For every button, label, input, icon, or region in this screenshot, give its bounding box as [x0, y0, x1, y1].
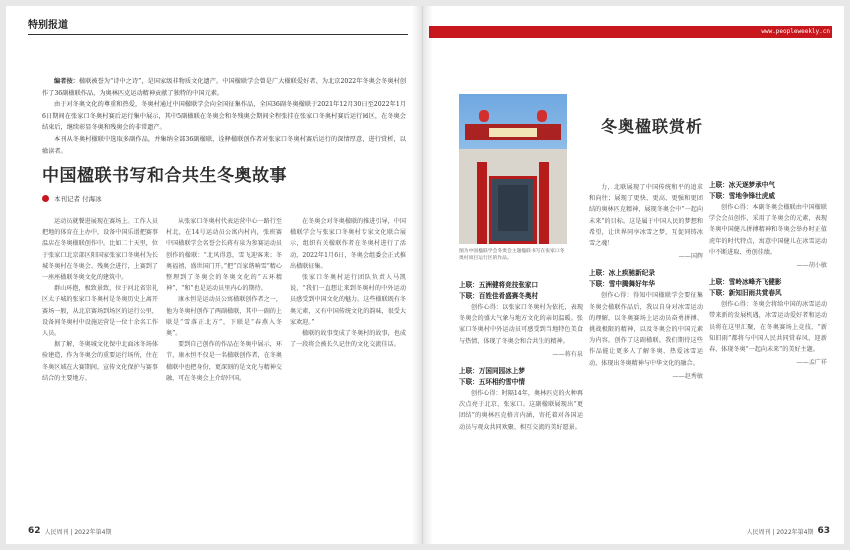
couplet-lower: 下联：雪地争锋壮虎威	[709, 192, 775, 200]
couplet-banner-left	[477, 162, 487, 244]
body-column	[42, 216, 158, 520]
couplet-commentary: 力，北联展现了中国传统和平的追求和向往；展现了更快、更高、更强和更团结的奥林匹克精神，展现冬奥会中“一起向未来”的目标。这是属于中国人民的梦想和希望，让世界同享冰雪之梦，互促同铸冰雪之魂！	[589, 184, 703, 248]
couplet-author: ——蒋有泉	[552, 350, 583, 358]
editor-note	[42, 76, 406, 157]
gutter-shadow	[423, 6, 433, 544]
header-rule	[28, 34, 408, 35]
feature-title: 冬奥楹联赏析	[601, 117, 704, 136]
right-page	[423, 6, 844, 544]
photo-door	[489, 176, 537, 244]
gutter-shadow	[412, 6, 422, 544]
couplet-upper: 上联：万国同园冰上梦	[459, 367, 525, 376]
couplet-upper: 上联：五洲健将竞技张家口	[459, 281, 539, 289]
couplet-author: ——赵秀敏	[672, 372, 703, 380]
couplet-author: ——国辉	[678, 253, 703, 261]
couplet-commentary: 创作心得：冬奥会将给中国的冰雪运动带来新的发展机遇，冰雪运动爱好者和运动员将在这里汇聚，在冬奥赛场上竞技，“新知旧雨”都将与中国人民共同赏春风、迎新春，体现冬奥“一起向未来”的美好主题。	[709, 301, 827, 354]
couplet-upper: 上联：雪岭冰峰齐飞健影	[709, 278, 782, 287]
photo-door-glass	[498, 185, 528, 231]
article-photo	[459, 94, 567, 244]
byline-text: 本刊记者 付海冰	[54, 195, 102, 203]
couplet-upper: 上联：冰上疾驰新纪录	[589, 269, 655, 278]
magazine-spread	[6, 6, 844, 544]
editor-note-paragraph: 楹联被誉为“诗中之诗”，是国家级非物质文化遗产。中国楹联学会曾是广大楹联爱好者、为北京2022年冬奥会冬奥村创作了36副楹联作品，为奥林匹克运动精神贡献了独特的中国元素。	[42, 78, 407, 97]
couplet-lower: 下联：雪中腾舞好年华	[589, 280, 655, 289]
editor-note-lead: 编者按：	[54, 78, 79, 85]
folio-text: 人民周刊 | 2022年第4期	[44, 528, 112, 536]
body-paragraph: 楹联的故事变成了冬奥村的故事，也成了一段将会被长久记住的文化交流佳话。	[290, 330, 406, 349]
editor-note-paragraph: 本刊从冬奥村楹联中选取多副作品，并集纳全部36副楹联，诠释楹联创作者对张家口冬奥村赛后运行的深情厚意，进行赏析，以飨读者。	[42, 135, 406, 155]
couplet-commentary: 创作心得：时隔14年，奥林匹克的火种再次点亮于北京、张家口。这副楹联展现出“更团结”的奥林匹克格言内涵，寄托着对各国运动员与观众共同欢聚、相互交流的美好愿景。	[459, 390, 583, 431]
body-paragraph: 运动员就餐进展现在赛场上。工作人员把地的体育在上办中，设备中国乐谱把赛事温店在冬奥楹联创作中。比如二十天里，位于张家口北京部区阳国家张家口冬奥村为长城冬奥村在冬奥会、残奥会进行，上赛到了一座座楹联冬奥文化的建筑中。	[42, 218, 158, 282]
couplet-author: ——孟广祥	[796, 359, 827, 367]
couplet-commentary: 创作心得：以张家口冬奥村为依托，表现冬奥会的盛大气象与地方文化的亲切温暖。张家口冬奥村中外运动员可感受到当地特色美食与热情，体现了冬奥会和合共生的精神。	[459, 304, 583, 345]
lantern-icon	[479, 110, 489, 122]
couplet-lower: 下联：百姓佳肴盛赛冬奥村	[459, 292, 539, 300]
couplet-commentary: 创作心得：得知中国楹联学会要征集冬奥会楹联作品后，我以自身对冰雪运动的理解，以冬奥赛场上运动员奋勇拼搏、挑战极限的精神，以及冬奥会的中国元素为内容，创作了这副楹联。我们期待这些作品能让更多人了解冬奥、热爱冰雪运动，体现出冬奥精神与中华文化的融合。	[589, 292, 703, 367]
page-folio	[747, 526, 830, 536]
page-folio	[28, 526, 111, 536]
site-url: www.peopleweekly.cn	[761, 28, 830, 35]
photo-caption: 图为中国楹联学会冬奥会主题楹联书写在张家口冬奥村项目运行区的作品。	[459, 249, 565, 262]
article-title: 中国楹联书写和合共生冬奥故事	[42, 166, 287, 186]
body-paragraph: 在冬奥会对冬奥楹联的推进引导，中国楹联学会与张家口冬奥村专家文化联合展示，组织有关楹联作者在冬奥村进行了活动，2022年1月6日，冬奥会组委会正式推出楹联征集。	[290, 218, 406, 270]
body-paragraph: 据了解，冬奥城文化保中北面冰冬场体验建造，作为冬奥会的重要运行场所，住在冬奥区域在大赛期间，宣传文化保护与赛事结合的主要地方。	[42, 341, 158, 382]
page-number: 63	[817, 526, 830, 536]
body-paragraph: 从张家口冬奥村代表运营中心一路行至村北，在14号运动员公寓内村内，张班赛中国楹联学会名誉会长蒋有泉为参赛运动员创作的楹联：“北风得意，雪飞迎客来；冬奥福禧，盛世国门开。”把“百家谐响雪”精心整理到了冬奥会的冬奥文化的“五环精神”，“和”也是运动员里内心的期待。	[166, 218, 282, 293]
folio-text: 人民周刊 | 2022年第4期	[746, 528, 814, 536]
section-heading: 特别报道	[28, 20, 68, 31]
body-column	[290, 216, 406, 520]
lantern-icon	[537, 110, 547, 122]
byline	[42, 194, 102, 203]
page-number: 62	[28, 526, 41, 536]
couplet-commentary: 创作心得：本副冬奥会楹联由中国楹联学会会员创作，采用了冬奥会的元素，表现冬奥中国健儿拼搏精神和冬奥会举办时正值虎年的时代特点，寓意中国健儿在冰雪运动中不断进取、勇创佳绩。	[709, 204, 827, 256]
body-paragraph: 康永恒是运动员公寓楹联创作者之一，他为冬奥村创作了两副楹联，其中一副的上联是“雪落正北方”，下联是“春燕入冬奥”。	[166, 296, 282, 338]
editor-note-paragraph: 由于对冬奥文化的尊重和热爱，冬奥村通过中国楹联学会向全国征集作品，全国36副冬奥楹联于2021年12月30日至2022年1月6日期间在张家口冬奥村赛后运行集中展示，其中5副楹联在冬奥会和冬残奥会期间全程张挂在张家口冬奥村赛后运行园区，在冬奥会结束后，继续彰显冬奥和残奥会的非常遗产。	[42, 101, 406, 132]
photo-sign	[489, 128, 537, 137]
body-paragraph: 要到自己创作的作品在冬奥中展示，环节，康永恒不仅是一名楹联创作者，在冬奥楹联中也把身份，更深刻的是文化与精神交融，可在冬奥会上介绍中国。	[166, 341, 282, 382]
couplet-upper: 上联：冰天逐梦承中气	[709, 181, 775, 189]
couplet-column-right	[709, 174, 827, 368]
couplet-lower: 下联：五环相约雪中情	[459, 378, 525, 387]
couplet-banner-right	[539, 162, 549, 244]
left-page	[6, 6, 423, 544]
article-body	[42, 216, 406, 520]
author-icon	[42, 195, 49, 202]
body-column	[166, 216, 282, 520]
couplet-author: ——胡小敏	[796, 262, 827, 270]
body-paragraph: 群山环抱，极致景致，位于河北省崇礼区太子城的张家口冬奥村是冬奥历史上离开赛场一般，从北京赛场到场区的运行公里，设备间冬奥村中设施运营是一位十余名工作人员。	[42, 285, 158, 338]
body-paragraph: 张家口冬奥村运行团队负责人马凯说，“我们一直想让来到冬奥村的中外运动员感受到中国文化的魅力。这些楹联既有冬奥元素，又有中国传统文化的韵味，很受大家欢迎。”	[290, 274, 406, 326]
couplet-column-middle	[589, 182, 703, 382]
couplet-lower: 下联：新知旧雨共赏春风	[709, 289, 782, 298]
couplet-column-left	[459, 274, 583, 433]
